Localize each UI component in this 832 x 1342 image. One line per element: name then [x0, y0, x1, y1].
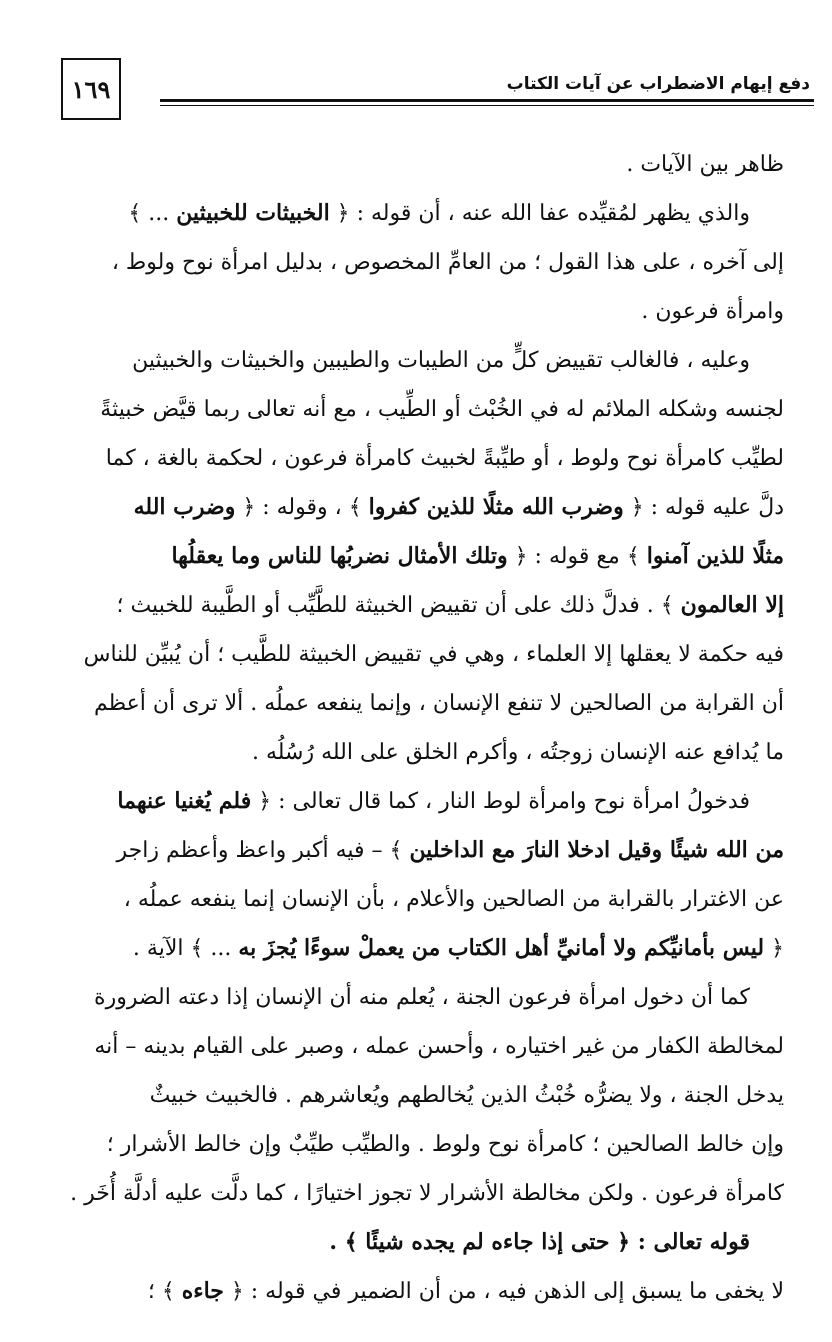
- text-segment: كما أن دخول امرأة فرعون الجنة ، يُعلم منه أن الإنسان إذا دعته الضرورة: [94, 985, 750, 1010]
- text-line: [40, 1071, 784, 1120]
- text-line: [40, 483, 784, 532]
- quran-quote: وضرب الله مثلًا للذين كفروا: [368, 494, 624, 520]
- body-text: [40, 140, 784, 1316]
- text-segment: ما يُدافع عنه الإنسان زوجتُه ، وأكرم الخلق على الله رُسُلُه .: [251, 740, 784, 765]
- text-line: [40, 973, 784, 1022]
- text-line: [40, 1120, 784, 1169]
- text-line: [40, 434, 784, 483]
- text-segment: ﴾ – فيه أكبر واعظ وأعظم زاجر: [116, 838, 410, 863]
- text-line: [40, 630, 784, 679]
- running-title: دفع إيهام الاضطراب عن آيات الكتاب: [506, 74, 810, 94]
- text-line: [40, 728, 784, 777]
- text-segment: فيه حكمة لا يعقلها إلا العلماء ، وهي في تقييض الخبيثة للطَّيب ؛ أن يُبيِّن للناس: [83, 642, 784, 667]
- text-segment: ﴾ ، وقوله : ﴿: [235, 495, 369, 520]
- quran-quote: ليس بأمانيِّكم ولا أمانيِّ أهل الكتاب من يعملْ سوءًا يُجزَ به: [238, 935, 765, 961]
- text-segment: وإن خالط الصالحين ؛ كامرأة نوح ولوط . والطيِّب طيِّبٌ وإن خالط الأشرار ؛: [106, 1132, 784, 1157]
- text-segment: لجنسه وشكله الملائم له في الخُبْث أو الطِّيب ، مع أنه تعالى ربما قيَّض خبيثةً: [100, 397, 784, 422]
- quran-quote: الخبيثات للخبيثين: [176, 200, 330, 226]
- text-line: [40, 287, 784, 336]
- text-line: [40, 238, 784, 287]
- text-line: [40, 189, 784, 238]
- text-segment: ... ﴾: [128, 201, 177, 226]
- text-segment: وعليه ، فالغالب تقييض كلٍّ من الطيبات والطيبين والخبيثات والخبيثين: [132, 348, 750, 373]
- text-line: [40, 140, 784, 189]
- text-segment: يدخل الجنة ، ولا يضرُّه خُبْثُ الذين يُخالطهم ويُعاشرهم . فالخبيث خبيثٌ: [149, 1083, 784, 1108]
- text-segment: ﴾ مع قوله : ﴿: [507, 544, 647, 569]
- quran-quote: جاءه: [181, 1278, 224, 1304]
- quran-quote: وضرب الله: [133, 494, 236, 520]
- text-line: [40, 581, 784, 630]
- text-line: [40, 777, 784, 826]
- section-heading: [40, 1218, 784, 1267]
- text-line: [40, 1267, 784, 1316]
- text-segment: وامرأة فرعون .: [641, 299, 784, 324]
- text-line: [40, 679, 784, 728]
- quran-quote: فلم يُغنيا عنهما: [117, 788, 252, 814]
- header-rule-thin: [160, 105, 814, 106]
- text-segment: لا يخفى ما يسبق إلى الذهن فيه ، من أن الضمير في قوله : ﴿: [223, 1279, 784, 1304]
- text-segment: ... ﴾ الآية .: [132, 936, 239, 961]
- page-number: ١٦٩: [61, 58, 121, 120]
- text-segment: لمخالطة الكفار من غير اختياره ، وأحسن عمله ، وصبر على القيام بدينه – أنه: [94, 1034, 784, 1059]
- text-line: [40, 875, 784, 924]
- text-segment: دلَّ عليه قوله : ﴿: [623, 495, 784, 520]
- text-line: [40, 532, 784, 581]
- quran-quote: من الله شيئًا وقيل ادخلا النارَ مع الداخلين: [409, 837, 784, 863]
- quran-quote: إلا العالمون: [680, 592, 784, 618]
- quran-quote: قوله تعالى : ﴿ حتى إذا جاءه لم يجده شيئًا ﴾ .: [329, 1229, 750, 1255]
- text-segment: إلى آخره ، على هذا القول ؛ من العامِّ المخصوص ، بدليل امرأة نوح ولوط ،: [111, 250, 784, 275]
- text-segment: ﴾ . فدلَّ ذلك على أن تقييض الخبيثة للطَّيِّب أو الطَّيبة للخبيث ؛: [116, 593, 681, 618]
- text-segment: والذي يظهر لمُقيِّده عفا الله عنه ، أن قوله : ﴿: [329, 201, 750, 226]
- text-segment: فدخولُ امرأة نوح وامرأة لوط النار ، كما قال تعالى : ﴿: [251, 789, 750, 814]
- text-segment: ﴿: [764, 936, 784, 961]
- text-line: [40, 385, 784, 434]
- text-line: [40, 1169, 784, 1218]
- text-segment: ﴾ ؛: [147, 1279, 182, 1304]
- quran-quote: وتلك الأمثال نضربُها للناس وما يعقلُها: [171, 543, 508, 569]
- text-segment: لطيِّب كامرأة نوح ولوط ، أو طيِّبةً لخبيث كامرأة فرعون ، لحكمة بالغة ، كما: [105, 446, 784, 471]
- text-line: [40, 826, 784, 875]
- header-rule-thick: [160, 99, 814, 102]
- text-line: [40, 924, 784, 973]
- text-segment: عن الاغترار بالقرابة من الصالحين والأعلام ، بأن الإنسان إنما ينفعه عملُه ،: [123, 887, 784, 912]
- text-line: [40, 1022, 784, 1071]
- text-segment: كامرأة فرعون . ولكن مخالطة الأشرار لا تجوز اختيارًا ، كما دلَّت عليه أدلَّة أُخَر .: [70, 1181, 784, 1206]
- quran-quote: مثلًا للذين آمنوا: [646, 543, 784, 569]
- text-segment: أن القرابة من الصالحين لا تنفع الإنسان ، وإنما ينفعه عملُه . ألا ترى أن أعظم: [93, 691, 784, 716]
- text-segment: ظاهر بين الآيات .: [626, 152, 784, 177]
- text-line: [40, 336, 784, 385]
